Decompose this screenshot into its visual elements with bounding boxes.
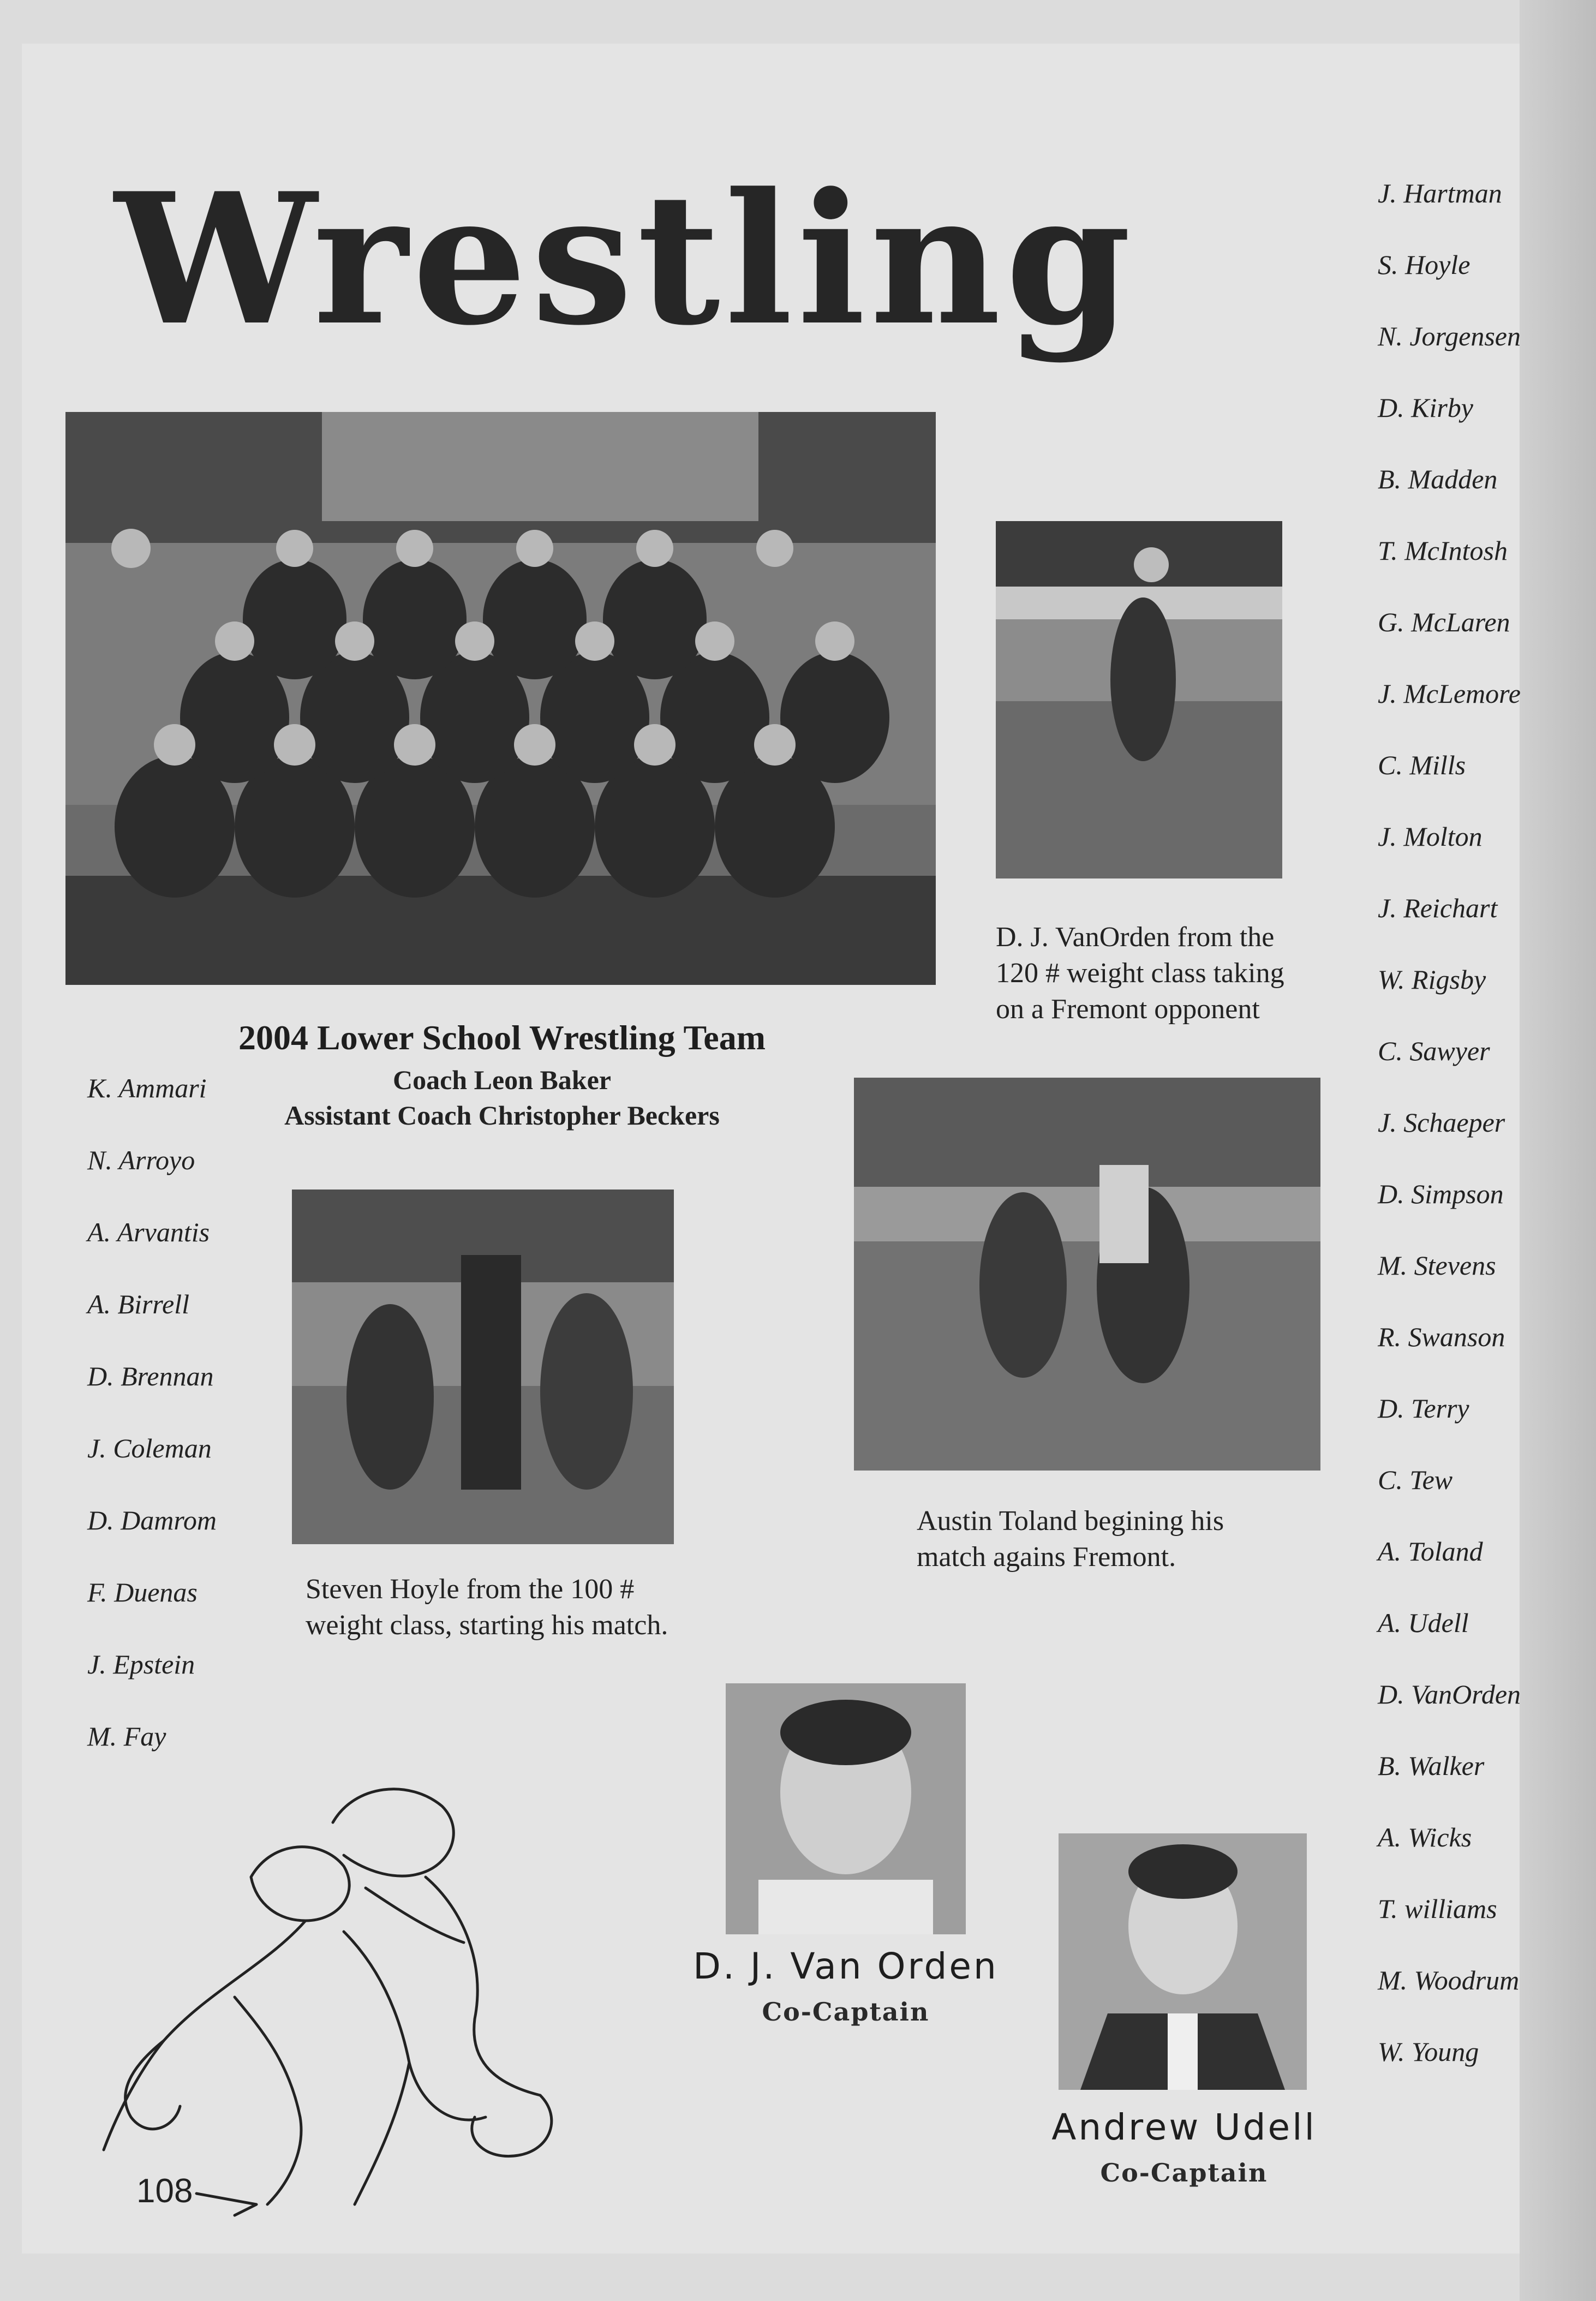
caption-line: Austin Toland begining his xyxy=(917,1505,1224,1537)
roster-name: N. Arroyo xyxy=(87,1145,195,1175)
caption-line: 120 # weight class taking xyxy=(996,958,1284,989)
caption-line: D. J. VanOrden from the xyxy=(996,922,1275,953)
toland-caption xyxy=(917,1503,1224,1575)
facing-page-edge xyxy=(1520,0,1596,2301)
roster-name: A. Toland xyxy=(1378,1536,1483,1567)
captain-name: Andrew Udell xyxy=(1051,2106,1317,2148)
roster-name: J. Coleman xyxy=(87,1433,212,1463)
roster-name: M. Stevens xyxy=(1378,1250,1496,1281)
toland-match-photo xyxy=(854,1078,1320,1471)
captain-role: Co-Captain xyxy=(762,1997,930,2027)
roster-name: A. Arvantis xyxy=(87,1217,210,1247)
wrestlers-sketch xyxy=(71,1735,638,2226)
roster-name: M. Woodrum xyxy=(1378,1965,1520,1995)
page-title xyxy=(115,136,1136,387)
roster-name: N. Jorgensen xyxy=(1378,321,1521,351)
roster-name: T. williams xyxy=(1378,1893,1497,1924)
vanorden-caption xyxy=(996,919,1284,1027)
captain-role: Co-Captain xyxy=(1100,2158,1268,2188)
roster-name: A. Udell xyxy=(1378,1607,1469,1638)
roster-name: B. Madden xyxy=(1378,464,1498,494)
captain-name: D. J. Van Orden xyxy=(693,1945,999,1987)
team-photo xyxy=(65,412,936,985)
page-number: 108 xyxy=(136,2172,193,2210)
roster-name: K. Ammari xyxy=(87,1073,207,1103)
roster-name: B. Walker xyxy=(1378,1750,1485,1781)
roster-name: J. Reichart xyxy=(1378,893,1498,923)
roster-name: G. McLaren xyxy=(1378,607,1510,637)
vanorden-action-photo xyxy=(996,521,1282,878)
assistant-coach-name: Assistant Coach Christopher Beckers xyxy=(284,1100,720,1131)
roster-name: J. Hartman xyxy=(1378,178,1502,208)
roster-name: D. VanOrden xyxy=(1378,1679,1521,1710)
roster-name: W. Young xyxy=(1378,2036,1479,2067)
roster-name: D. Simpson xyxy=(1378,1179,1504,1209)
roster-name: F. Duenas xyxy=(87,1577,198,1607)
roster-name: J. McLemore xyxy=(1378,678,1521,709)
roster-name: W. Rigsby xyxy=(1378,964,1486,995)
coach-name: Coach Leon Baker xyxy=(393,1065,611,1095)
roster-name: A. Wicks xyxy=(1378,1822,1472,1852)
hoyle-match-photo xyxy=(292,1190,674,1544)
roster-name: S. Hoyle xyxy=(1378,249,1471,280)
udell-portrait xyxy=(1059,1833,1307,2090)
caption-line: Steven Hoyle from the 100 # xyxy=(306,1574,635,1605)
hoyle-caption xyxy=(306,1571,668,1643)
roster-name: C. Tew xyxy=(1378,1465,1453,1495)
roster-name: M. Fay xyxy=(87,1721,166,1752)
caption-line: weight class, starting his match. xyxy=(306,1610,668,1641)
title-text: Wrestling xyxy=(115,153,1136,365)
vanorden-portrait xyxy=(726,1683,966,1934)
roster-name: A. Birrell xyxy=(87,1289,190,1319)
roster-name: T. McIntosh xyxy=(1378,535,1508,566)
roster-name: D. Kirby xyxy=(1378,392,1473,423)
caption-line: match agains Fremont. xyxy=(917,1541,1176,1573)
roster-name: R. Swanson xyxy=(1378,1322,1505,1352)
caption-line: on a Fremont opponent xyxy=(996,994,1260,1025)
roster-name: D. Damrom xyxy=(87,1505,217,1535)
roster-name: C. Mills xyxy=(1378,750,1466,780)
roster-name: D. Terry xyxy=(1378,1393,1469,1424)
roster-name: D. Brennan xyxy=(87,1361,214,1391)
roster-name: J. Schaeper xyxy=(1378,1107,1505,1138)
team-title: 2004 Lower School Wrestling Team xyxy=(238,1018,766,1057)
roster-name: J. Epstein xyxy=(87,1649,195,1680)
roster-name: C. Sawyer xyxy=(1378,1036,1490,1066)
roster-name: J. Molton xyxy=(1378,821,1483,852)
